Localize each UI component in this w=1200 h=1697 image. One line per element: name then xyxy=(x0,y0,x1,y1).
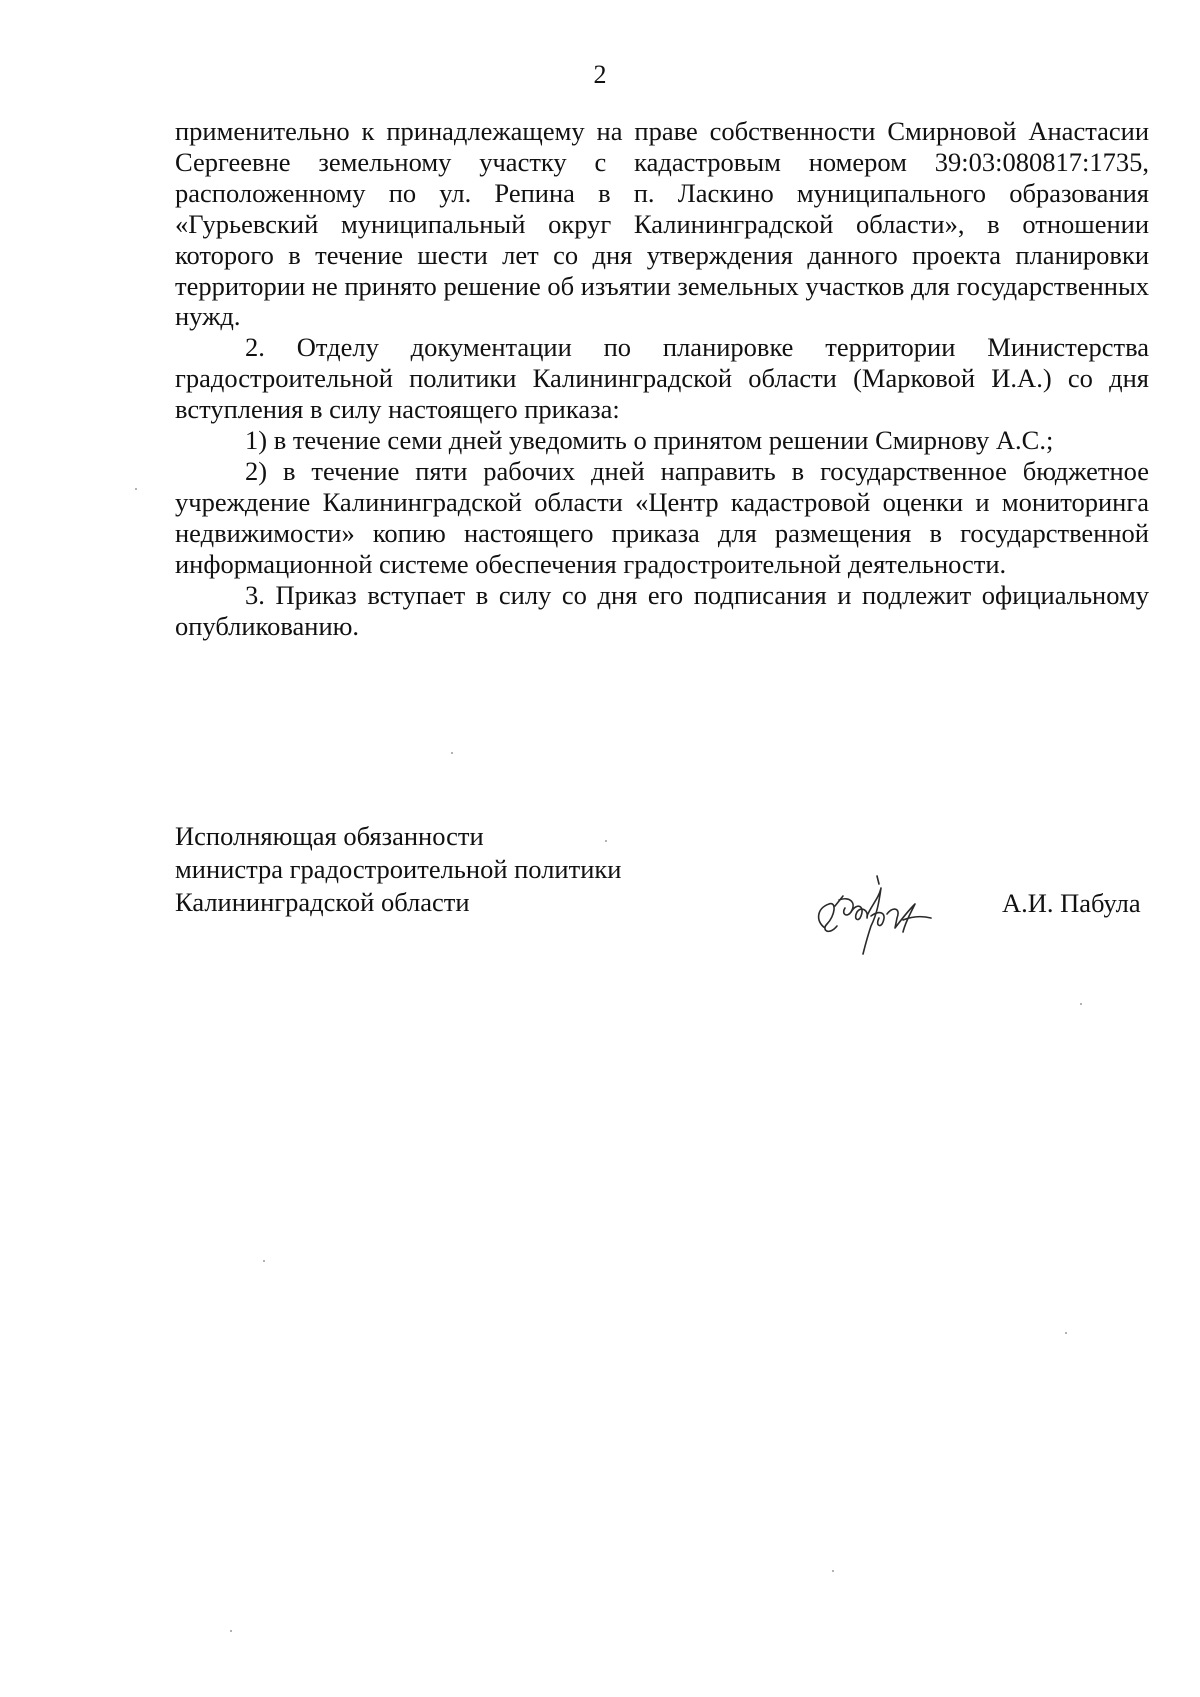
scan-speck xyxy=(135,488,137,490)
paragraph-continuation: применительно к принадлежащему на праве собственности Смирновой Анастасии Сергеевне земельному участку с кадастровым номером 39:03:080817:1735, расположенному по ул. Репина в п. Ласкино муниципального образования «Гурьевский муниципальный округ Калининградской области», в отношении которого в течение шести лет со дня утверждения данного проекта планировки территории не принято решение об изъятии земельных участков для государственных нужд. xyxy=(175,116,1149,332)
paragraph-item-2: 2. Отделу документации по планировке территории Министерства градостроительной политики Калининградской области (Марковой И.А.) со дня вступления в силу настоящего приказа: xyxy=(175,332,1149,425)
page-number: 2 xyxy=(593,60,607,89)
scan-speck xyxy=(230,1630,232,1632)
position-line: министра градостроительной политики xyxy=(175,854,622,884)
scan-speck xyxy=(605,840,607,842)
scan-speck xyxy=(1080,1003,1082,1005)
signer-name: А.И. Пабула xyxy=(1002,888,1141,918)
paragraph-item-3: 3. Приказ вступает в силу со дня его подписания и подлежит официальному опубликованию. xyxy=(175,579,1149,641)
position-line: Исполняющая обязанности xyxy=(175,821,484,851)
paragraph-subitem-1: 1) в течение семи дней уведомить о принятом решении Смирнову А.С.; xyxy=(245,425,1054,456)
scan-speck xyxy=(451,752,453,754)
scan-speck xyxy=(832,1570,834,1572)
scan-speck xyxy=(1065,1332,1067,1334)
scan-speck xyxy=(263,1260,265,1262)
signatory-position xyxy=(175,820,621,919)
paragraph-subitem-2: 2) в течение пяти рабочих дней направить в государственное бюджетное учреждение Калининградской области «Центр кадастровой оценки и мониторинга недвижимости» копию настоящего приказа для размещения в государственной информационной системе обеспечения градостроительной деятельности. xyxy=(175,455,1149,579)
handwritten-signature xyxy=(805,866,955,961)
document-body xyxy=(175,116,1149,641)
position-line: Калининградской области xyxy=(175,887,470,917)
